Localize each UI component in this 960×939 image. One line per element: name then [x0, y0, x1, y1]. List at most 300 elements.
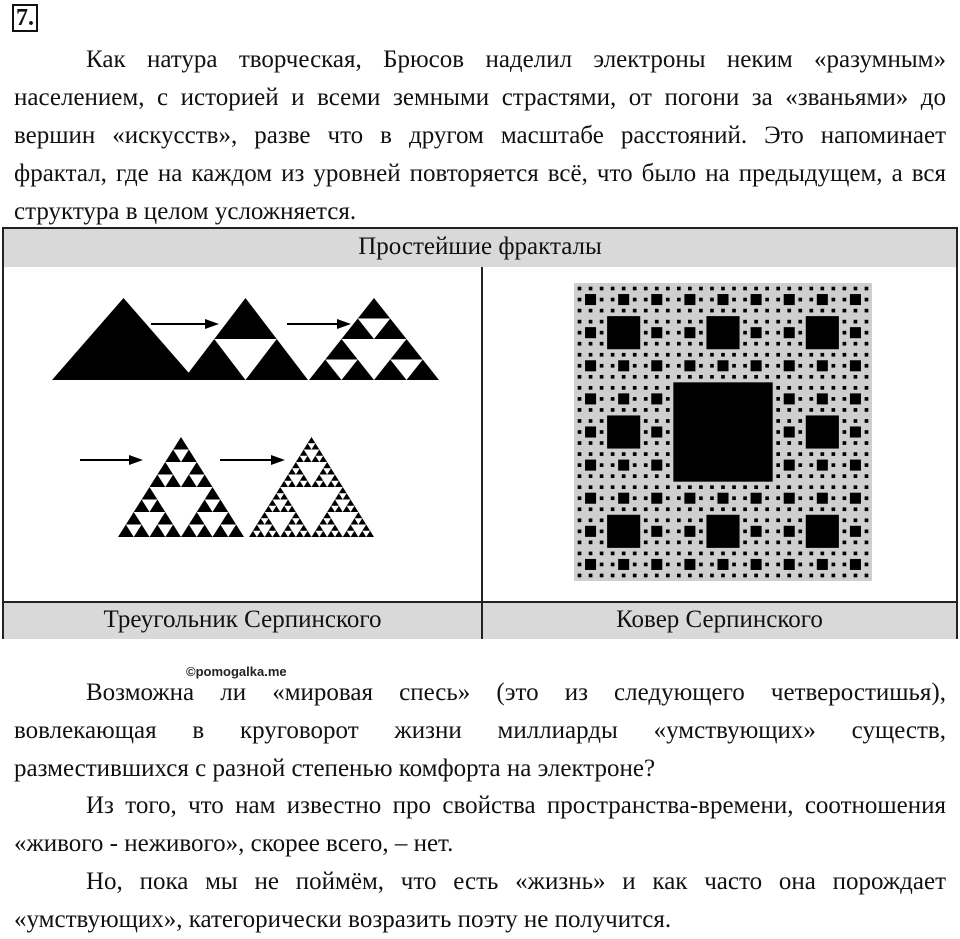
carpet-square	[651, 360, 662, 371]
carpet-square	[644, 320, 648, 324]
caption-carpet: Ковер Серпинского	[483, 601, 956, 639]
carpet-square	[865, 541, 869, 545]
carpet-square	[578, 298, 582, 302]
carpet-square	[809, 397, 813, 401]
carpet-square	[754, 375, 758, 379]
carpet-square	[854, 474, 858, 478]
carpet-square	[699, 529, 703, 533]
carpet-square	[809, 408, 813, 412]
sierpinski-iteration-1	[183, 298, 308, 380]
carpet-square	[688, 541, 692, 545]
carpet-square	[578, 320, 582, 324]
carpet-square	[732, 485, 736, 489]
paragraph-conclusion: Но, пока мы не поймём, что есть «жизнь» и как часто она порождает «умствующих», категорически возразить поэту не получится.	[14, 868, 946, 933]
carpet-square	[809, 552, 813, 556]
carpet-square	[644, 529, 648, 533]
carpet-square	[578, 364, 582, 368]
carpet-square	[677, 541, 681, 545]
carpet-square	[684, 559, 695, 570]
carpet-square	[611, 463, 615, 467]
carpet-square	[854, 574, 858, 578]
carpet-square	[820, 574, 824, 578]
carpet-square	[699, 563, 703, 567]
carpet-square	[600, 452, 604, 456]
carpet-square	[717, 559, 728, 570]
carpet-square	[655, 375, 659, 379]
carpet-square	[732, 552, 736, 556]
carpet-square	[854, 452, 858, 456]
carpet-square	[732, 563, 736, 567]
carpet-square	[787, 441, 791, 445]
carpet-square	[717, 360, 728, 371]
carpet-square	[578, 342, 582, 346]
carpet-square	[865, 287, 869, 291]
carpet-square	[611, 397, 615, 401]
carpet-square	[721, 507, 725, 511]
carpet-square	[699, 574, 703, 578]
carpet-square	[633, 452, 637, 456]
carpet-square	[585, 327, 596, 338]
carpet-square	[743, 552, 747, 556]
carpet-square	[865, 408, 869, 412]
carpet-square	[618, 460, 629, 471]
carpet-square	[865, 474, 869, 478]
carpet-square	[832, 496, 836, 500]
carpet-square	[600, 342, 604, 346]
carpet-square	[666, 496, 670, 500]
carpet-square	[798, 496, 802, 500]
carpet-square	[644, 397, 648, 401]
carpet-square	[850, 360, 861, 371]
carpet-square	[765, 507, 769, 511]
carpet-square	[809, 563, 813, 567]
carpet-square	[832, 375, 836, 379]
carpet-square	[787, 507, 791, 511]
carpet-square	[798, 298, 802, 302]
carpet-square	[776, 386, 780, 390]
carpet-square	[618, 559, 629, 570]
carpet-square	[589, 574, 593, 578]
carpet-square	[776, 496, 780, 500]
carpet-square	[644, 331, 648, 335]
carpet-square	[651, 526, 662, 537]
carpet-square	[600, 518, 604, 522]
carpet-square	[850, 327, 861, 338]
carpet-square	[865, 563, 869, 567]
carpet-square	[843, 485, 847, 489]
carpet-square	[710, 485, 714, 489]
carpet-square	[798, 287, 802, 291]
carpet-square	[611, 496, 615, 500]
carpet-square	[699, 320, 703, 324]
carpet-square	[843, 518, 847, 522]
carpet-square	[732, 298, 736, 302]
carpet-square	[677, 375, 681, 379]
carpet-square	[776, 408, 780, 412]
carpet-square	[809, 309, 813, 313]
carpet-square	[600, 353, 604, 357]
carpet-square	[843, 541, 847, 545]
carpet-square	[677, 485, 681, 489]
carpet-square	[754, 518, 758, 522]
carpet-square	[600, 419, 604, 423]
carpet-square	[600, 331, 604, 335]
carpet-square	[666, 529, 670, 533]
carpet-square	[644, 353, 648, 357]
carpet-square	[776, 419, 780, 423]
carpet-square	[589, 353, 593, 357]
arrow-icon	[220, 455, 285, 465]
carpet-square	[798, 452, 802, 456]
carpet-square	[776, 364, 780, 368]
carpet-square	[666, 353, 670, 357]
sierpinski-iteration-4	[249, 437, 374, 537]
carpet-square	[706, 515, 739, 548]
carpet-square	[784, 393, 795, 404]
carpet-square	[600, 485, 604, 489]
carpet-square	[618, 393, 629, 404]
carpet-square	[787, 474, 791, 478]
carpet-square	[633, 386, 637, 390]
carpet-square	[751, 526, 762, 537]
carpet-square	[666, 552, 670, 556]
carpet-square	[710, 507, 714, 511]
carpet-square	[809, 375, 813, 379]
carpet-square	[600, 563, 604, 567]
carpet-square	[622, 552, 626, 556]
carpet-square	[865, 386, 869, 390]
carpet-square	[644, 408, 648, 412]
carpet-square	[743, 298, 747, 302]
carpet-square	[633, 375, 637, 379]
carpet-square	[578, 331, 582, 335]
carpet-square	[611, 485, 615, 489]
carpet-square	[611, 287, 615, 291]
carpet-square	[820, 287, 824, 291]
carpet-square	[809, 507, 813, 511]
carpet-square	[850, 426, 861, 437]
carpet-square	[809, 298, 813, 302]
carpet-square	[666, 419, 670, 423]
carpet-square	[699, 541, 703, 545]
carpet-square	[776, 552, 780, 556]
carpet-square	[633, 463, 637, 467]
carpet-square	[754, 574, 758, 578]
carpet-square	[784, 493, 795, 504]
carpet-square	[600, 574, 604, 578]
carpet-square	[820, 452, 824, 456]
carpet-square	[666, 485, 670, 489]
carpet-square	[677, 309, 681, 313]
carpet-square	[651, 460, 662, 471]
carpet-square	[600, 364, 604, 368]
carpet-square	[622, 574, 626, 578]
carpet-square	[673, 382, 772, 481]
carpet-square	[798, 574, 802, 578]
carpet-square	[732, 287, 736, 291]
carpet-square	[666, 408, 670, 412]
carpet-square	[655, 552, 659, 556]
carpet-square	[765, 342, 769, 346]
carpet-square	[751, 493, 762, 504]
carpet-square	[754, 507, 758, 511]
carpet-square	[850, 493, 861, 504]
carpet-square	[600, 474, 604, 478]
carpet-square	[684, 294, 695, 305]
carpet-square	[843, 452, 847, 456]
carpet-square	[843, 552, 847, 556]
carpet-square	[843, 342, 847, 346]
carpet-square	[721, 309, 725, 313]
carpet-square	[589, 342, 593, 346]
carpet-square	[743, 375, 747, 379]
carpet-square	[843, 353, 847, 357]
carpet-square	[865, 375, 869, 379]
carpet-square	[754, 342, 758, 346]
carpet-square	[865, 419, 869, 423]
carpet-square	[655, 408, 659, 412]
sierpinski-triangle-figure	[4, 267, 481, 601]
carpet-square	[622, 353, 626, 357]
carpet-square	[699, 353, 703, 357]
carpet-square	[611, 375, 615, 379]
carpet-square	[787, 309, 791, 313]
carpet-square	[787, 452, 791, 456]
carpet-square	[754, 309, 758, 313]
carpet-square	[677, 496, 681, 500]
carpet-square	[666, 563, 670, 567]
carpet-square	[589, 507, 593, 511]
carpet-square	[585, 460, 596, 471]
carpet-square	[809, 364, 813, 368]
carpet-square	[843, 507, 847, 511]
carpet-square	[776, 463, 780, 467]
carpet-square	[843, 320, 847, 324]
carpet-square	[710, 309, 714, 313]
carpet-square	[611, 507, 615, 511]
carpet-square	[688, 342, 692, 346]
table-header: Простейшие фракталы	[4, 229, 956, 269]
carpet-square	[832, 287, 836, 291]
carpet-square	[666, 518, 670, 522]
carpet-square	[677, 353, 681, 357]
carpet-square	[710, 287, 714, 291]
carpet-square	[865, 430, 869, 434]
carpet-square	[611, 574, 615, 578]
carpet-square	[611, 474, 615, 478]
carpet-square	[854, 408, 858, 412]
carpet-square	[820, 408, 824, 412]
carpet-square	[787, 419, 791, 423]
carpet-square	[677, 563, 681, 567]
carpet-square	[666, 397, 670, 401]
carpet-square	[798, 430, 802, 434]
carpet-square	[743, 485, 747, 489]
carpet-square	[784, 327, 795, 338]
carpet-square	[655, 541, 659, 545]
carpet-square	[710, 563, 714, 567]
carpet-square	[611, 386, 615, 390]
carpet-square	[600, 309, 604, 313]
carpet-square	[677, 287, 681, 291]
carpet-square	[699, 364, 703, 368]
carpet-square	[710, 353, 714, 357]
paragraph-intro: Как натура творческая, Брюсов наделил электроны неким «разумным» населением, с историей и всеми земными страстями, от погони за «званьями» до вершин «искусств», разве что в другом масштабе расстояний. Это напоминает фрактал, где на каждом из уровней повторяется всё, что было на предыдущем, а вся структура в целом усложняется.	[14, 46, 946, 225]
carpet-square	[600, 320, 604, 324]
carpet-square	[589, 541, 593, 545]
carpet-square	[798, 529, 802, 533]
carpet-square	[787, 408, 791, 412]
carpet-square	[699, 375, 703, 379]
carpet-square	[832, 574, 836, 578]
carpet-square	[644, 375, 648, 379]
carpet-square	[743, 507, 747, 511]
carpet-square	[798, 419, 802, 423]
carpet-square	[644, 364, 648, 368]
carpet-square	[633, 309, 637, 313]
carpet-square	[865, 342, 869, 346]
carpet-square	[677, 331, 681, 335]
carpet-square	[622, 386, 626, 390]
carpet-square	[688, 574, 692, 578]
carpet-square	[865, 364, 869, 368]
carpet-square	[865, 518, 869, 522]
carpet-square	[743, 541, 747, 545]
carpet-square	[633, 485, 637, 489]
carpet-square	[754, 552, 758, 556]
carpet-square	[721, 353, 725, 357]
carpet-square	[809, 386, 813, 390]
carpet-square	[817, 393, 828, 404]
carpet-square	[854, 320, 858, 324]
carpet-square	[751, 327, 762, 338]
carpet-square	[666, 309, 670, 313]
carpet-square	[787, 518, 791, 522]
carpet-square	[710, 496, 714, 500]
carpet-square	[732, 574, 736, 578]
carpet-square	[688, 287, 692, 291]
carpet-square	[655, 386, 659, 390]
carpet-square	[699, 485, 703, 489]
carpet-square	[611, 408, 615, 412]
carpet-square	[622, 474, 626, 478]
carpet-square	[798, 408, 802, 412]
carpet-square	[784, 460, 795, 471]
carpet-square	[865, 507, 869, 511]
carpet-square	[585, 493, 596, 504]
carpet-square	[817, 493, 828, 504]
carpet-square	[843, 298, 847, 302]
carpet-square	[585, 294, 596, 305]
carpet-square	[843, 419, 847, 423]
sierpinski-triangle-cell	[4, 267, 483, 601]
carpet-square	[706, 316, 739, 349]
carpet-square	[832, 563, 836, 567]
carpet-square	[600, 541, 604, 545]
carpet-square	[677, 342, 681, 346]
carpet-square	[633, 408, 637, 412]
carpet-square	[820, 474, 824, 478]
carpet-square	[854, 419, 858, 423]
carpet-square	[611, 364, 615, 368]
carpet-square	[751, 360, 762, 371]
carpet-square	[776, 320, 780, 324]
carpet-square	[578, 574, 582, 578]
carpet-square	[787, 320, 791, 324]
carpet-square	[806, 316, 839, 349]
carpet-square	[776, 430, 780, 434]
carpet-square	[820, 375, 824, 379]
carpet-square	[843, 563, 847, 567]
carpet-square	[865, 320, 869, 324]
carpet-square	[732, 353, 736, 357]
carpet-square	[717, 493, 728, 504]
carpet-square	[809, 463, 813, 467]
carpet-square	[832, 386, 836, 390]
carpet-square	[607, 316, 640, 349]
carpet-square	[743, 309, 747, 313]
carpet-square	[732, 375, 736, 379]
carpet-square	[585, 559, 596, 570]
carpet-square	[666, 298, 670, 302]
carpet-square	[754, 353, 758, 357]
carpet-square	[732, 364, 736, 368]
carpet-square	[820, 309, 824, 313]
carpet-square	[600, 397, 604, 401]
carpet-square	[751, 294, 762, 305]
carpet-square	[776, 452, 780, 456]
carpet-square	[809, 474, 813, 478]
carpet-square	[751, 559, 762, 570]
carpet-square	[832, 397, 836, 401]
carpet-square	[578, 397, 582, 401]
carpet-square	[843, 463, 847, 467]
carpet-square	[776, 397, 780, 401]
carpet-square	[655, 574, 659, 578]
carpet-square	[699, 518, 703, 522]
carpet-square	[600, 430, 604, 434]
carpet-square	[644, 342, 648, 346]
carpet-square	[850, 393, 861, 404]
carpet-square	[743, 342, 747, 346]
carpet-square	[611, 563, 615, 567]
carpet-square	[622, 452, 626, 456]
carpet-square	[765, 320, 769, 324]
carpet-square	[798, 441, 802, 445]
carpet-square	[688, 320, 692, 324]
carpet-square	[655, 309, 659, 313]
carpet-square	[684, 327, 695, 338]
carpet-square	[651, 393, 662, 404]
carpet-square	[633, 364, 637, 368]
carpet-square	[809, 574, 813, 578]
carpet-square	[784, 360, 795, 371]
carpet-square	[578, 287, 582, 291]
carpet-square	[798, 320, 802, 324]
carpet-square	[809, 496, 813, 500]
carpet-square	[578, 309, 582, 313]
carpet-square	[820, 353, 824, 357]
carpet-square	[721, 574, 725, 578]
carpet-square	[651, 294, 662, 305]
sierpinski-iteration-0	[52, 298, 195, 380]
carpet-square	[732, 309, 736, 313]
carpet-square	[651, 559, 662, 570]
carpet-square	[600, 496, 604, 500]
carpet-square	[684, 360, 695, 371]
carpet-square	[743, 529, 747, 533]
carpet-square	[865, 452, 869, 456]
